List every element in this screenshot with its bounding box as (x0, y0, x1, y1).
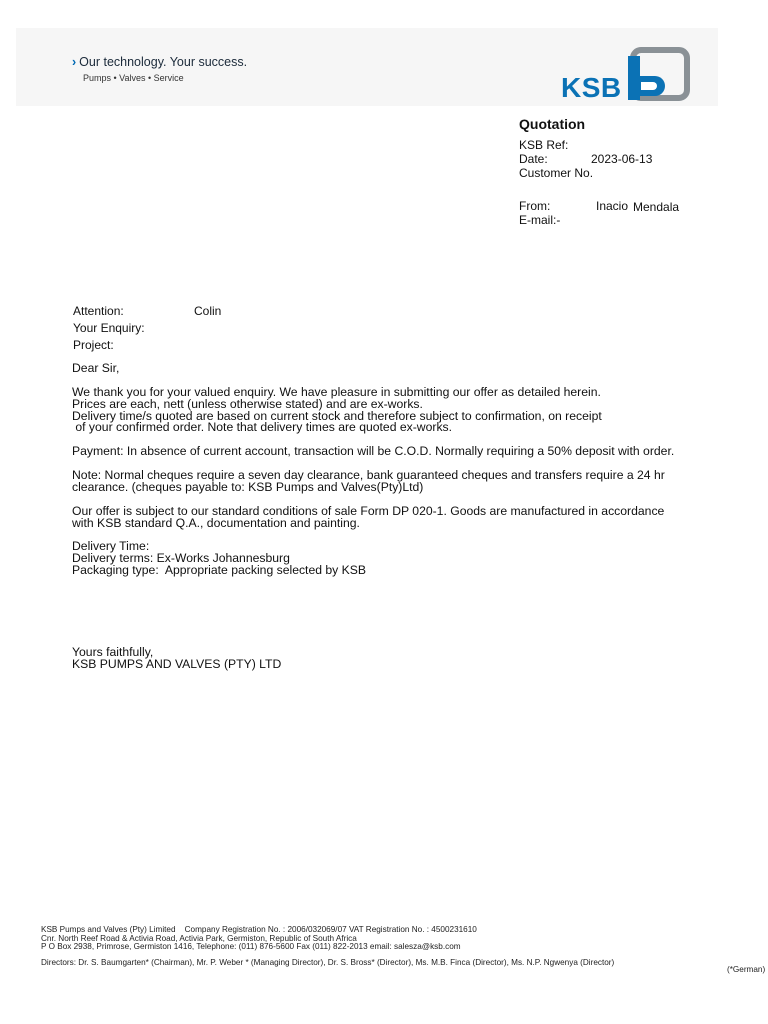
slogan-text: Our technology. Your success. (79, 55, 248, 69)
payment-paragraph: Payment: In absence of current account, transaction will be C.O.D. Normally requiring a 50% deposit with order. (72, 444, 675, 458)
intro-paragraph (72, 387, 602, 434)
closing-block (72, 647, 281, 671)
from-last-name: Mendala (633, 200, 680, 214)
paragraph-line: clearance. (cheques payable to: KSB Pumps and Valves(Pty)Ltd) (72, 479, 424, 494)
offer-paragraph (72, 506, 664, 530)
closing: Yours faithfully, (72, 645, 154, 659)
from-label: From: (519, 199, 551, 213)
subslogan: Pumps • Valves • Service (83, 73, 184, 83)
paragraph-line: of your confirmed order. Note that delivery times are quoted ex-works. (72, 420, 453, 435)
paragraph-line: We thank you for your valued enquiry. We have pleasure in submitting our offer as detailed herein. (72, 385, 601, 399)
date-label: Date: (519, 152, 548, 166)
slogan (72, 55, 247, 69)
paragraph-line: Our offer is subject to our standard conditions of sale Form DP 020-1. Goods are manufactured in accordance (72, 504, 665, 518)
quotation-title: Quotation (519, 116, 586, 132)
date-value: 2023-06-13 (591, 152, 653, 166)
footer-line: KSB Pumps and Valves (Pty) Limited Company Registration No. : 2006/032069/07 VAT Registration No. : 4500231610 (41, 925, 477, 934)
customer-no-label: Customer No. (519, 166, 594, 180)
ksb-logo-icon (627, 46, 691, 102)
attention-value: Colin (194, 304, 222, 318)
delivery-terms: Delivery terms: Ex-Works Johannesburg (72, 550, 290, 565)
footer-german-note: (*German) (727, 965, 766, 974)
signature-company: KSB PUMPS AND VALVES (PTY) LTD (72, 656, 282, 671)
delivery-time: Delivery Time: (72, 539, 150, 553)
ksb-logo-text: KSB (561, 72, 622, 103)
paragraph-line: Prices are each, nett (unless otherwise stated) and are ex-works. (72, 396, 423, 411)
salutation: Dear Sir, (72, 361, 120, 375)
note-paragraph (72, 470, 665, 494)
email-label: E-mail:- (519, 213, 561, 227)
paragraph-line: Delivery time/s quoted are based on current stock and therefore subject to confirmation, on receipt (72, 408, 602, 423)
ksb-ref-label: KSB Ref: (519, 138, 569, 152)
from-first-name: Inacio (596, 199, 629, 213)
chevron-right-icon: › (72, 55, 77, 69)
enquiry-label: Your Enquiry: (73, 321, 145, 335)
paragraph-line: with KSB standard Q.A., documentation and painting. (72, 515, 360, 530)
packaging-type: Packaging type: Appropriate packing selected by KSB (72, 562, 367, 577)
delivery-block (72, 541, 366, 576)
footer-line: Cnr. North Reef Road & Activia Road, Activia Park, Germiston, Republic of South Africa (41, 933, 357, 943)
footer-company-details (41, 926, 477, 952)
footer-directors: Directors: Dr. S. Baumgarten* (Chairman), Mr. P. Weber * (Managing Director), Dr. S. Bross* (Director), Ms. M.B. Finca (Director), Ms. N.P. Ngwenya (Director) (41, 958, 615, 967)
footer-line: P O Box 2938, Primrose, Germiston 1416, Telephone: (011) 876-5600 Fax (011) 822-2013 email: salesza@ksb.com (41, 942, 461, 952)
attention-label: Attention: (73, 304, 124, 318)
project-label: Project: (73, 338, 114, 352)
paragraph-line: Note: Normal cheques require a seven day clearance, bank guaranteed cheques and transfers require a 24 hr (72, 468, 665, 482)
